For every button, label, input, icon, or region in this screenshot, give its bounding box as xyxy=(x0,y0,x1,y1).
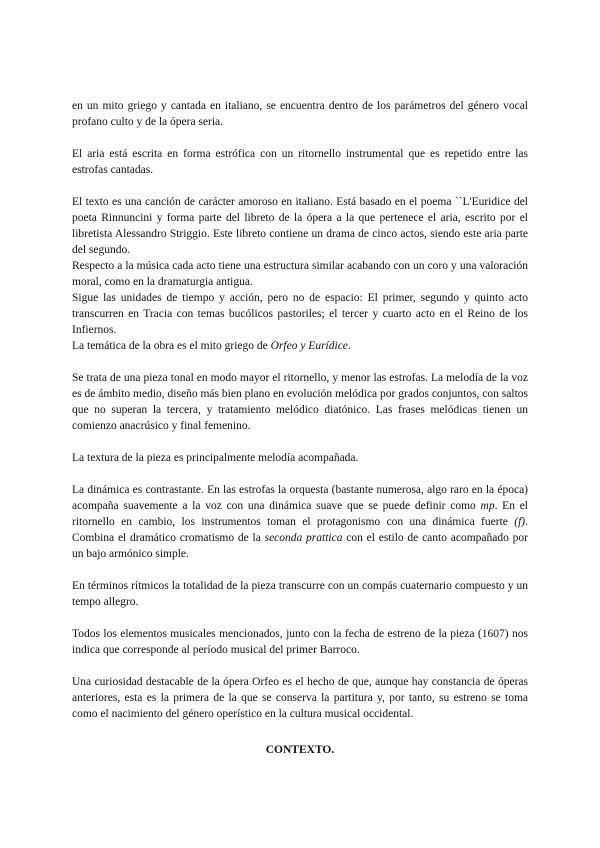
paragraph-tonality: Se trata de una pieza tonal en modo mayor el ritornello, y menor las estrofas. La melodía de la voz es de ámbito medio, diseño más bien plano en evolución melódica por grados conjuntos, con saltos que no superan la tercera, y tratamiento melódico diatónico. Las frases melódicas tienen un comienzo anacrúsico y final femenino. xyxy=(72,372,528,432)
dynamics-text-1: La dinámica es contrastante. En las estrofas la orquesta (bastante numerosa, algo raro en la época) acompaña suavemente a la voz con una dinámica suave que se puede definir como xyxy=(72,484,528,512)
paragraph-music-structure: Respecto a la música cada acto tiene una estructura similar acabando con un coro y una valoración moral, como en la dramaturgia antigua. xyxy=(72,260,528,288)
paragraph-curiosity: Una curiosidad destacable de la ópera Orfeo es el hecho de que, aunque hay constancia de óperas anteriores, esta es la primera de la que se conserva la partitura y, por tanto, su estreno se toma como el nacimiento del género operístico en la cultura musical occidental. xyxy=(72,676,528,720)
section-heading: CONTEXTO. xyxy=(265,744,335,756)
paragraph-unities: Sigue las unidades de tiempo y acción, pero no de espacio: El primer, segundo y quinto acto transcurren en Tracia con temas bucólicos pastoriles; el tercer y cuarto acto en el Reino de los Infiernos. xyxy=(72,292,528,336)
paragraph-dynamics xyxy=(72,482,528,562)
paragraph-genre: en un mito griego y cantada en italiano, se encuentra dentro de los parámetros del género vocal profano culto y de la ópera seria. xyxy=(72,100,528,128)
dynamics-f: (f) xyxy=(514,516,526,528)
dynamics-text-3: . Combina el dramático cromatismo de la xyxy=(72,516,528,544)
theme-end: . xyxy=(347,340,351,352)
theme-text: La temática de la obra es el mito griego de xyxy=(72,340,271,352)
theme-title: Orfeo y Eurídice xyxy=(270,340,348,352)
paragraph-rhythm: En términos rítmicos la totalidad de la pieza transcurre con un compás cuaternario compuesto y un tempo allegro. xyxy=(72,580,528,608)
dynamics-seconda-prattica: seconda prattica xyxy=(264,532,343,544)
dynamics-mp: mp xyxy=(480,500,495,512)
paragraph-text: El texto es una canción de carácter amoroso en italiano. Está basado en el poema ``L'Euridice del poeta Rinnuncini y forma parte del libreto de la ópera a la que pertenece el aria, escrito por el libretista Alessandro Striggio. Este libreto contiene un drama de cinco actos, siendo este aria parte del segundo. xyxy=(72,196,528,256)
dynamics-text-2: . En el ritornello en cambio, los instrumentos toman el protagonismo con una dinámica fuerte xyxy=(72,500,528,528)
paragraph-theme xyxy=(72,338,528,354)
paragraph-form: El aria está escrita en forma estrófica con un ritornello instrumental que es repetido entre las estrofas cantadas. xyxy=(72,148,528,176)
paragraph-texture: La textura de la pieza es principalmente melodía acompañada. xyxy=(72,452,359,464)
paragraph-period: Todos los elementos musicales mencionados, junto con la fecha de estreno de la pieza (1607) nos indica que corresponde al período musical del primer Barroco. xyxy=(72,628,528,656)
document-page xyxy=(72,98,528,758)
dynamics-text-4: con el estilo de canto acompañado por un bajo armónico simple. xyxy=(72,532,528,560)
